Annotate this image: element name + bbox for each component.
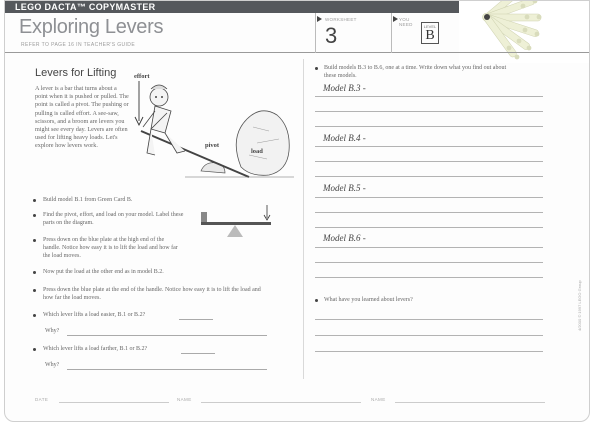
effort-label: effort <box>134 73 150 80</box>
intro-text: A lever is a bar that turns about a point when it is pushed or pulled. The point is called a pivot. The pushing or pulling is called effort. A see-saw, scissors, and a broom are levers you might see every day. Levers are often used for lifting heavy loads. Let's explore how levers work. <box>35 85 129 150</box>
worksheet-header <box>5 13 590 53</box>
answer-line[interactable] <box>315 161 543 162</box>
name-label: NAME <box>177 397 192 402</box>
step-text: Press down on the blue plate at the high end of the handle. Notice how easy it is to lift the load and how far the load moves. <box>43 237 178 259</box>
step-text: Now put the load at the other end as in model B.2. <box>43 269 164 275</box>
step-item <box>33 212 223 228</box>
date-field[interactable] <box>59 402 169 403</box>
answer-line[interactable] <box>315 319 543 320</box>
bullet-icon <box>33 289 36 292</box>
answer-line[interactable] <box>315 197 543 198</box>
step-item <box>33 237 223 260</box>
triangle-bullet-icon <box>317 16 322 22</box>
why-label: Why? <box>45 362 60 368</box>
brand-label: LEGO DACTA™ COPYMASTER <box>15 2 156 12</box>
step-item <box>33 269 223 277</box>
name-label: NAME <box>371 397 386 402</box>
answer-line[interactable] <box>315 146 543 147</box>
answer-line[interactable] <box>179 319 213 320</box>
step-text: Press down the blue plate at the end of the handle. Notice how easy it is to lift the load and how far the load moves. <box>43 287 261 301</box>
instruction-text: Build models B.3 to B.6, one at a time. Write down what you find out about these models. <box>324 65 507 79</box>
name-field[interactable] <box>201 402 361 403</box>
header-divider <box>315 13 316 53</box>
bullet-icon <box>315 67 318 70</box>
model-heading: Model B.4 - <box>323 133 366 143</box>
answer-line[interactable] <box>315 247 543 248</box>
level-label: YOU NEED <box>399 17 413 27</box>
step-item <box>33 197 223 205</box>
page-title: Exploring Levers <box>19 16 164 38</box>
answer-line[interactable] <box>315 96 543 97</box>
bullet-icon <box>33 271 36 274</box>
answer-line[interactable] <box>315 126 543 127</box>
level-box <box>421 22 439 44</box>
date-label: DATE <box>35 397 49 402</box>
level-letter: B <box>425 28 435 43</box>
bullet-icon <box>33 199 36 202</box>
question-item <box>315 297 535 305</box>
answer-line[interactable] <box>315 227 543 228</box>
why-label: Why? <box>45 328 60 334</box>
answer-line[interactable] <box>67 335 267 336</box>
header-divider <box>391 13 392 53</box>
answer-line[interactable] <box>315 351 543 352</box>
instruction-item <box>315 65 515 81</box>
lever-illustration <box>129 67 294 183</box>
answer-line[interactable] <box>315 277 543 278</box>
name-field[interactable] <box>395 402 545 403</box>
question-text: What have you learned about levers? <box>324 297 413 303</box>
page-subtitle: REFER TO PAGE 16 IN TEACHER'S GUIDE <box>21 42 136 48</box>
copyright-text: 4/2000 © 1997 LEGO Group <box>577 280 582 331</box>
bullet-icon <box>33 314 36 317</box>
pivot-label: pivot <box>205 142 220 149</box>
bullet-icon <box>33 239 36 242</box>
step-item <box>33 287 273 303</box>
model-heading: Model B.5 - <box>323 183 366 193</box>
answer-line[interactable] <box>315 262 543 263</box>
model-heading: Model B.3 - <box>323 83 366 93</box>
triangle-bullet-icon <box>393 16 398 22</box>
answer-line[interactable] <box>67 369 267 370</box>
model-heading: Model B.6 - <box>323 233 366 243</box>
worksheet-number: 3 <box>325 23 338 48</box>
question-text: Which lever lifts a load farther, B.1 or B.2? <box>43 346 148 352</box>
worksheet-page <box>4 0 590 422</box>
answer-line[interactable] <box>315 111 543 112</box>
question-text: Which lever lifts a load easier, B.1 or B.2? <box>43 312 146 318</box>
bullet-icon <box>33 348 36 351</box>
step-text: Build model B.1 from Green Card B. <box>43 197 133 203</box>
worksheet-label: WORKSHEET <box>325 17 357 22</box>
load-label: load <box>251 148 263 155</box>
answer-line[interactable] <box>315 176 543 177</box>
answer-line[interactable] <box>181 353 215 354</box>
answer-line[interactable] <box>315 335 543 336</box>
bullet-icon <box>315 299 318 302</box>
column-divider <box>303 59 304 379</box>
level-box-caption: LEVEL <box>423 24 437 29</box>
step-text: Find the pivot, effort, and load on your model. Label these parts on the diagram. <box>43 212 184 226</box>
bullet-icon <box>33 214 36 217</box>
section-title: Levers for Lifting <box>35 67 117 79</box>
answer-line[interactable] <box>315 212 543 213</box>
